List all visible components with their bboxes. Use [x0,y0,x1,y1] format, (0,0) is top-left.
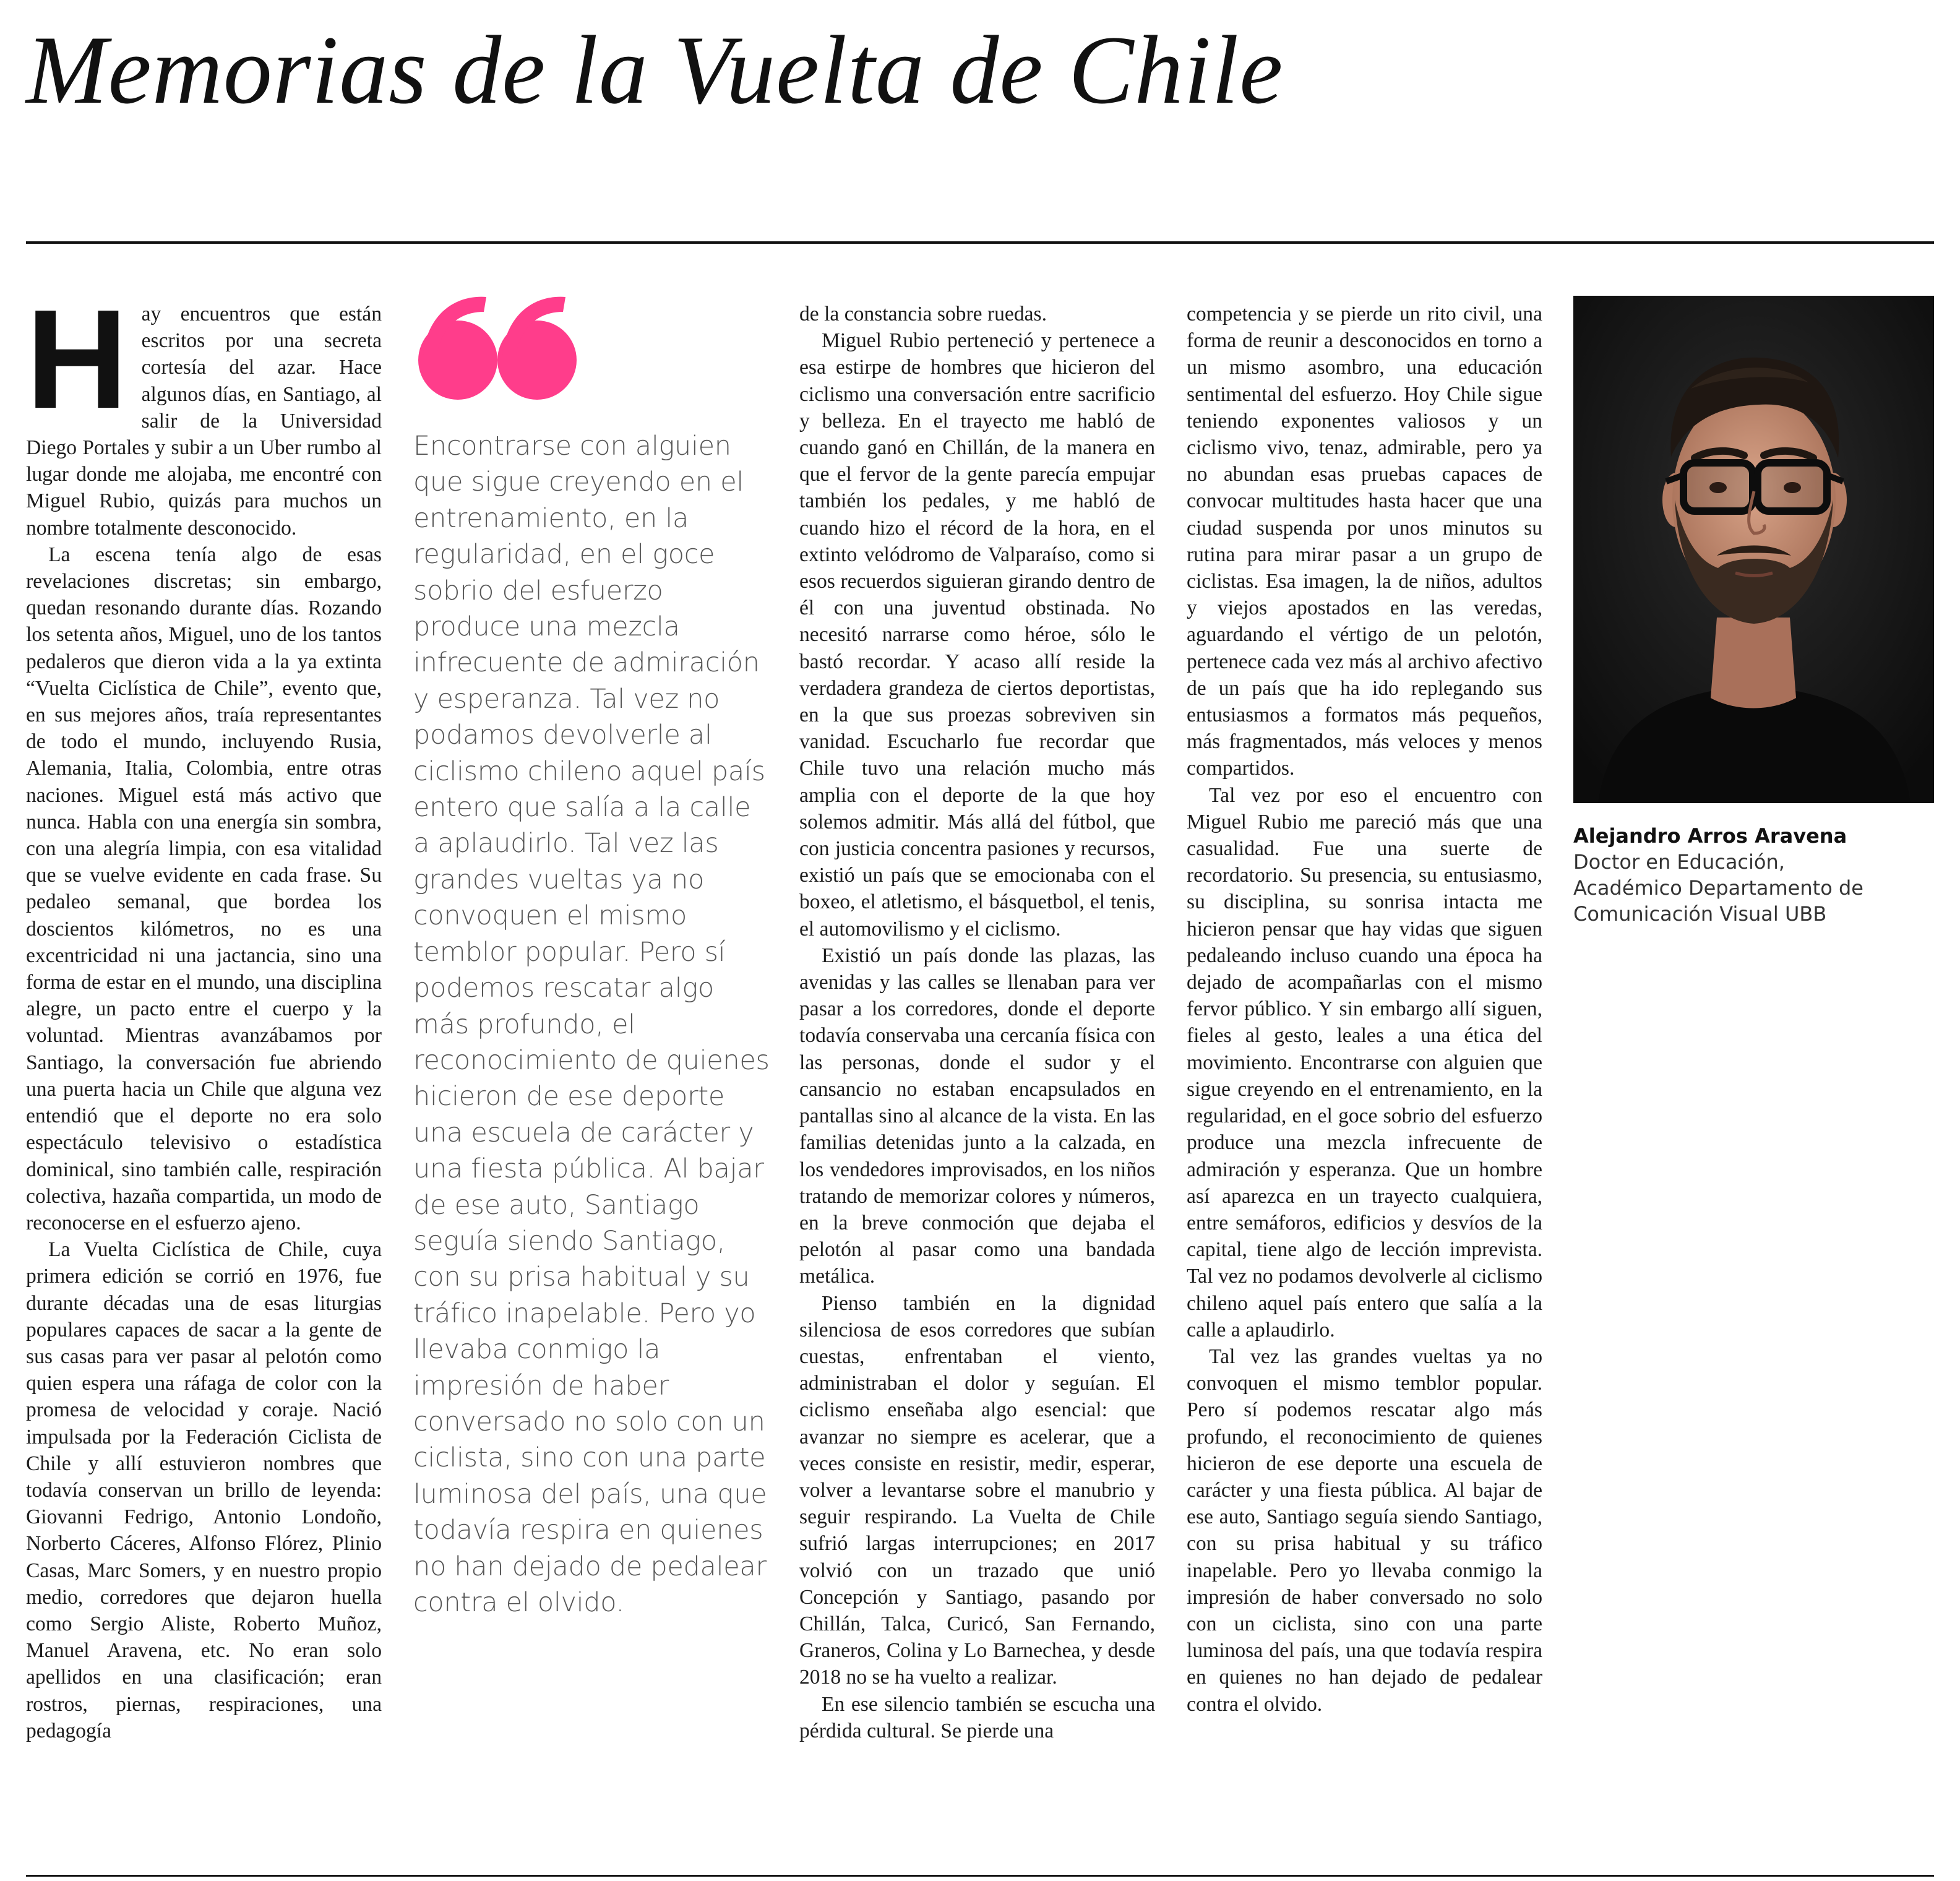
author-name: Alejandro Arros Aravena [1573,824,1847,848]
paragraph: En ese silencio también se escucha una pérdida cultural. Se pierde una [799,1692,1155,1742]
bottom-rule [26,1875,1934,1877]
paragraph: La escena tenía algo de esas revelaciones discretas; sin embargo, quedan resonando durante días. Rozando los setenta años, Miguel, uno de los tantos pedaleros que dieron vida a la ya extinta “Vuelta Ciclística de Chile”, evento que, en sus mejores años, traía representantes de todo el mundo, incluyendo Rusia, Alemania, Italia, Colombia, entre otras naciones. Miguel está más activo que nunca. Habla con una energía sin sombra, con una alegría limpia, con esa vitalidad que se vuelve evidente en cada frase. Su pedaleo semanal, que bordea los doscientos kilómetros, no es una excentricidad ni una jactancia, sino una forma de estar en el mundo, una disciplina alegre, un pacto entre el cuerpo y la voluntad. Mientras avanzábamos por Santiago, la conversación fue abriendo una puerta hacia un Chile que alguna vez entendió que el deporte no era solo espectáculo televisivo o estadística dominical, sino también calle, respiración colectiva, hazaña compartida, un modo de reconocerse en el esfuerzo ajeno. [26,543,382,1234]
author-portrait-illustration [1573,296,1934,803]
author-role-line: Doctor en Educación, [1573,850,1785,874]
quote-marks-icon [413,291,580,402]
headline: Memorias de la Vuelta de Chile [26,16,1284,124]
drop-cap: H [26,301,128,438]
paragraph: La Vuelta Ciclística de Chile, cuya primera edición se corrió en 1976, fue durante décadas una de esas liturgias populares capaces de sacar a la gente de sus casas para ver pasar al pelotón como quien espera una ráfaga de color con la promesa de velocidad y coraje. Nació impulsada por la Federación Ciclista de Chile y allí estuvieron nombres que todavía conservan un brillo de leyenda: Giovanni Fedrigo, Antonio Londoño, Norberto Cáceres, Alfonso Flórez, Plinio Casas, Marc Somers, y en nuestro propio medio, corredores que dejaron huella como Sergio Aliste, Roberto Muñoz, Manuel Aravena, etc. No eran solo apellidos en una clasificación; eran rostros, piernas, respiraciones, una pedagogía [26,1238,382,1742]
top-rule [26,241,1934,244]
article-column-4 [1187,301,1542,1866]
paragraph: Existió un país donde las plazas, las avenidas y las calles se llenaban para ver pasar a los corredores, donde el deporte todavía conservaba una cercanía física con las personas, donde el sudor y el cansancio no estaban encapsulados en pantallas sino al alcance de la vista. En las familias detenidas junto a la calzada, en los vendedores improvisados, en los niños tratando de memorizar colores y números, en la breve conmoción que dejaba el pelotón al pasar como una bandada metálica. [799,944,1155,1288]
paragraph: Tal vez por eso el encuentro con Miguel Rubio me pareció más que una casualidad. Fue una suerte de recordatorio. Su presencia, su entusiasmo, su disciplina, su sonrisa intacta me hicieron pensar que hay vidas que siguen pedaleando incluso cuando una época ha dejado de acompañarlas con el mismo fervor público. Y sin embargo allí siguen, fieles al gesto, leales a una ética del movimiento. Encontrarse con alguien que sigue creyendo en el entrenamiento, en la regularidad, en el goce sobrio del esfuerzo produce una mezcla infrecuente de admiración y esperanza. Que un hombre así aparezca en un trayecto cualquiera, entre semáforos, edificios y desvíos de la capital, tiene algo de lección imprevista. Tal vez no podamos devolverle al ciclismo chileno aquel país entero que salía a la calle a aplaudirlo. [1187,783,1542,1341]
paragraph: de la constancia sobre ruedas. [799,303,1047,325]
author-photo [1573,296,1934,803]
paragraph: Pienso también en la dignidad silenciosa de esos corredores que subían cuestas, enfrentaban el viento, administraban el dolor y seguían. El ciclismo enseñaba algo esencial: que avanzar no siempre es acelerar, que a veces consiste en resistir, medir, esperar, volver a levantarse sobre el manubrio y seguir respirando. La Vuelta de Chile sufrió largas interrupciones; en 2017 volvió con un trazado que unió Concepción y Santiago, pasando por Chillán, Talca, Curicó, San Fernando, Graneros, Colina y Lo Barnechea, y desde 2018 no se ha vuelto a realizar. [799,1291,1155,1689]
paragraph: competencia y se pierde un rito civil, una forma de reunir a desconocidos en torno a un mismo asombro, una educación sentimental del esfuerzo. Hoy Chile sigue teniendo exponentes valiosos y un ciclismo vivo, tenaz, admirable, pero ya no abundan esas pruebas capaces de convocar multitudes hasta hacer que una ciudad suspenda por unos minutos su rutina para mirar pasar a un grupo de ciclistas. Esa imagen, la de niños, adultos y viejos apostados en las veredas, aguardando el vértigo de un pelotón, pertenece cada vez más al archivo afectivo de un país que ha ido replegando sus entusiasmos a formatos más pequeños, más fragmentados, más veloces y menos compartidos. [1187,303,1542,780]
paragraph: Tal vez las grandes vueltas ya no convoquen el mismo temblor popular. Pero sí podemos rescatar algo más profundo, el reconocimiento de quienes hicieron de ese deporte una escuela de carácter y una fiesta pública. Al bajar de ese auto, Santiago seguía siendo Santiago, con su prisa habitual y su tráfico inapelable. Pero yo llevaba conmigo la impresión de haber conversado no solo con un ciclista, sino con una parte luminosa del país, una que todavía respira en quienes no han dejado de pedalear contra el olvido. [1187,1345,1542,1716]
author-role-line: Académico Departamento de [1573,876,1863,900]
paragraph: ay encuentros que están escritos por una secreta cortesía del azar. Hace algunos días, en Santiago, al salir de la Universidad Diego Portales y subir a un Uber rumbo al lugar donde me alojaba, me encontré con Miguel Rubio, quizás para muchos un nombre totalmente desconocido. [26,303,382,540]
pull-quote [413,291,772,1683]
author-role-line: Comunicación Visual UBB [1573,902,1827,926]
article-column-3 [799,301,1155,1866]
pull-quote-text: Encontrarse con alguien que sigue creyendo en el entrenamiento, en la regularidad, en el goce sobrio del esfuerzo produce una mezcla infrecuente de admiración y esperanza. Tal vez no podamos devolverle al ciclismo chileno aquel país entero que salía a la calle a aplaudirlo. Tal vez las grandes vueltas ya no convoquen el mismo temblor popular. Pero sí podemos rescatar algo más profundo, el reconocimiento de quienes hicieron de ese deporte una escuela de carácter y una fiesta pública. Al bajar de ese auto, Santiago seguía siendo Santiago, con su prisa habitual y su tráfico inapelable. Pero yo llevaba conmigo la impresión de haber conversado no solo con un ciclista, sino con una parte luminosa del país, una que todavía respira en quienes no han dejado de pedalear contra el olvido. [413,431,770,1618]
paragraph: Miguel Rubio perteneció y pertenece a esa estirpe de hombres que hicieron del ciclismo una conversación entre sacrificio y belleza. En el trayecto me habló de cuando ganó en Chillán, de la manera en que el fervor de la gente parecía empujar también los pedales, y me habló de cuando hizo el récord de la hora, en el extinto velódromo de Valparaíso, como si esos recuerdos siguieran girando dentro de él con una juventud obstinada. No necesitó narrarse como héroe, sólo le bastó recordar. Y acaso allí reside la verdadera grandeza de ciertos deportistas, en la que sus proezas sobreviven sin vanidad. Escucharlo fue recordar que Chile tuvo una relación mucho más amplia con el deporte de la que hoy solemos admitir. Más allá del fútbol, que con justicia concentra pasiones y recursos, existió un país que se emocionaba con el boxeo, el atletismo, el básquetbol, el tenis, el automovilismo y el ciclismo. [799,329,1155,940]
author-byline [1573,823,1934,927]
article-column-1 [26,301,382,1866]
